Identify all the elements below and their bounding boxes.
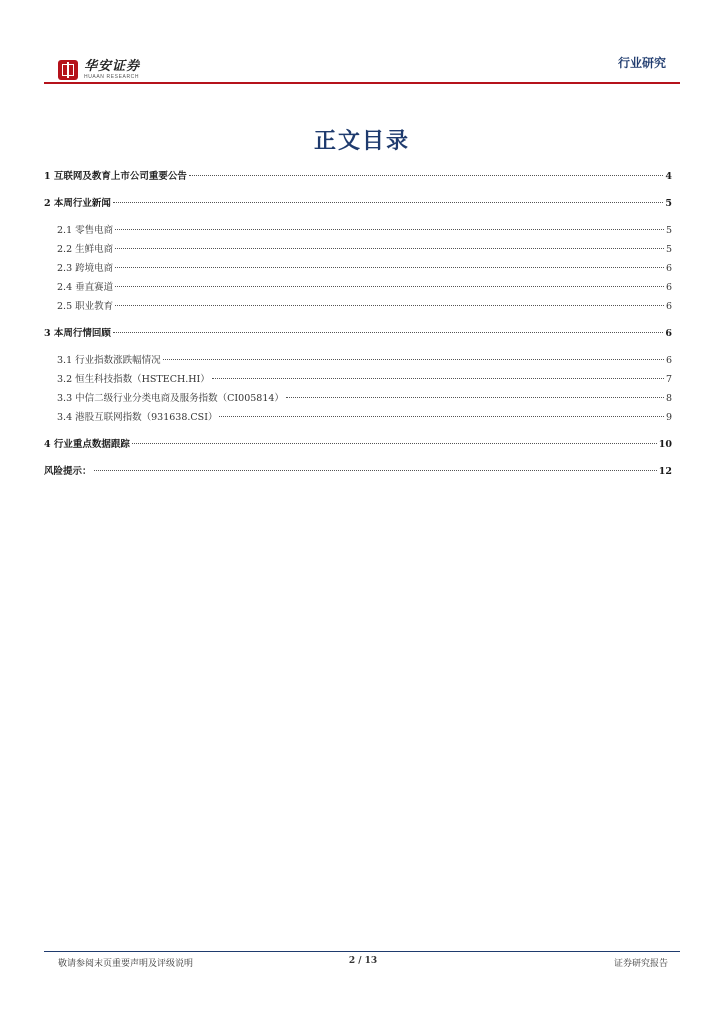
toc-entry[interactable]: [44, 195, 672, 214]
toc-entry[interactable]: [44, 352, 672, 371]
toc-entry-page: 5: [665, 244, 672, 255]
toc-entry-label: 2.2 生鲜电商: [57, 244, 114, 255]
toc-leader-dots: [212, 378, 664, 379]
toc-entry-page: 8: [665, 393, 672, 404]
toc-entry[interactable]: [44, 222, 672, 241]
toc-entry-label: 3.3 中信二级行业分类电商及服务指数（CI005814）: [57, 393, 284, 404]
toc-entry[interactable]: [44, 463, 672, 482]
toc-entry[interactable]: [44, 279, 672, 298]
toc-entry-label: 3.2 恒生科技指数（HSTECH.HI）: [57, 374, 210, 385]
toc-entry-label: 1 互联网及教育上市公司重要公告: [44, 171, 187, 182]
toc-entry-page: 6: [665, 355, 672, 366]
page-header: [0, 0, 724, 90]
toc-entry-label: 3 本周行情回顾: [44, 328, 111, 339]
toc-entry[interactable]: [44, 168, 672, 187]
toc-entry-label: 2.5 职业教育: [57, 301, 114, 312]
toc-entry-page: 5: [665, 198, 672, 209]
toc-title: 正文目录: [313, 129, 410, 154]
toc-entry-page: 10: [658, 439, 672, 450]
header-divider: [44, 82, 680, 84]
table-of-contents: [44, 168, 672, 482]
toc-entry-page: 6: [665, 301, 672, 312]
toc-entry-page: 5: [665, 225, 672, 236]
toc-entry-page: 12: [658, 466, 672, 477]
toc-entry[interactable]: [44, 436, 672, 455]
toc-entry[interactable]: [44, 241, 672, 260]
toc-leader-dots: [115, 248, 664, 249]
toc-leader-dots: [115, 286, 664, 287]
toc-leader-dots: [132, 443, 657, 444]
logo-name-cn: 华安证券: [84, 59, 141, 74]
toc-leader-dots: [113, 332, 663, 333]
footer-divider: [44, 951, 680, 952]
toc-entry[interactable]: [44, 371, 672, 390]
toc-entry-label: 2 本周行业新闻: [44, 198, 111, 209]
toc-leader-dots: [219, 416, 664, 417]
toc-leader-dots: [115, 229, 664, 230]
toc-entry-page: 4: [665, 171, 672, 182]
toc-entry[interactable]: [44, 390, 672, 409]
toc-leader-dots: [286, 397, 664, 398]
toc-entry-label: 2.1 零售电商: [57, 225, 114, 236]
toc-entry[interactable]: [44, 409, 672, 428]
toc-entry[interactable]: [44, 260, 672, 279]
logo-seal-icon: [58, 60, 78, 80]
toc-entry-page: 6: [665, 282, 672, 293]
page-number: 2 / 13: [348, 956, 378, 966]
toc-entry-label: 2.4 垂直赛道: [57, 282, 114, 293]
toc-leader-dots: [189, 175, 663, 176]
toc-leader-dots: [94, 470, 657, 471]
toc-entry-page: 7: [665, 374, 672, 385]
toc-entry-label: 3.1 行业指数涨跌幅情况: [57, 355, 161, 366]
logo-name-en: HUAAN RESEARCH: [84, 74, 140, 80]
toc-entry-page: 9: [665, 412, 672, 423]
toc-entry-page: 6: [665, 328, 672, 339]
toc-leader-dots: [113, 202, 663, 203]
toc-leader-dots: [163, 359, 664, 360]
toc-entry-label: 风险提示：: [44, 466, 92, 477]
toc-entry-label: 4 行业重点数据跟踪: [44, 439, 130, 450]
toc-leader-dots: [115, 267, 664, 268]
toc-entry[interactable]: [44, 298, 672, 317]
toc-entry[interactable]: [44, 325, 672, 344]
footer-disclaimer: 敬请参阅末页重要声明及评级说明: [58, 959, 194, 969]
footer-report-type: 证券研究报告: [613, 959, 668, 969]
toc-entry-page: 6: [665, 263, 672, 274]
toc-leader-dots: [115, 305, 664, 306]
report-section-label: 行业研究: [617, 56, 666, 70]
toc-entry-label: 2.3 跨境电商: [57, 263, 114, 274]
company-logo: [58, 60, 140, 80]
toc-entry-label: 3.4 港股互联网指数（931638.CSI）: [57, 412, 218, 423]
